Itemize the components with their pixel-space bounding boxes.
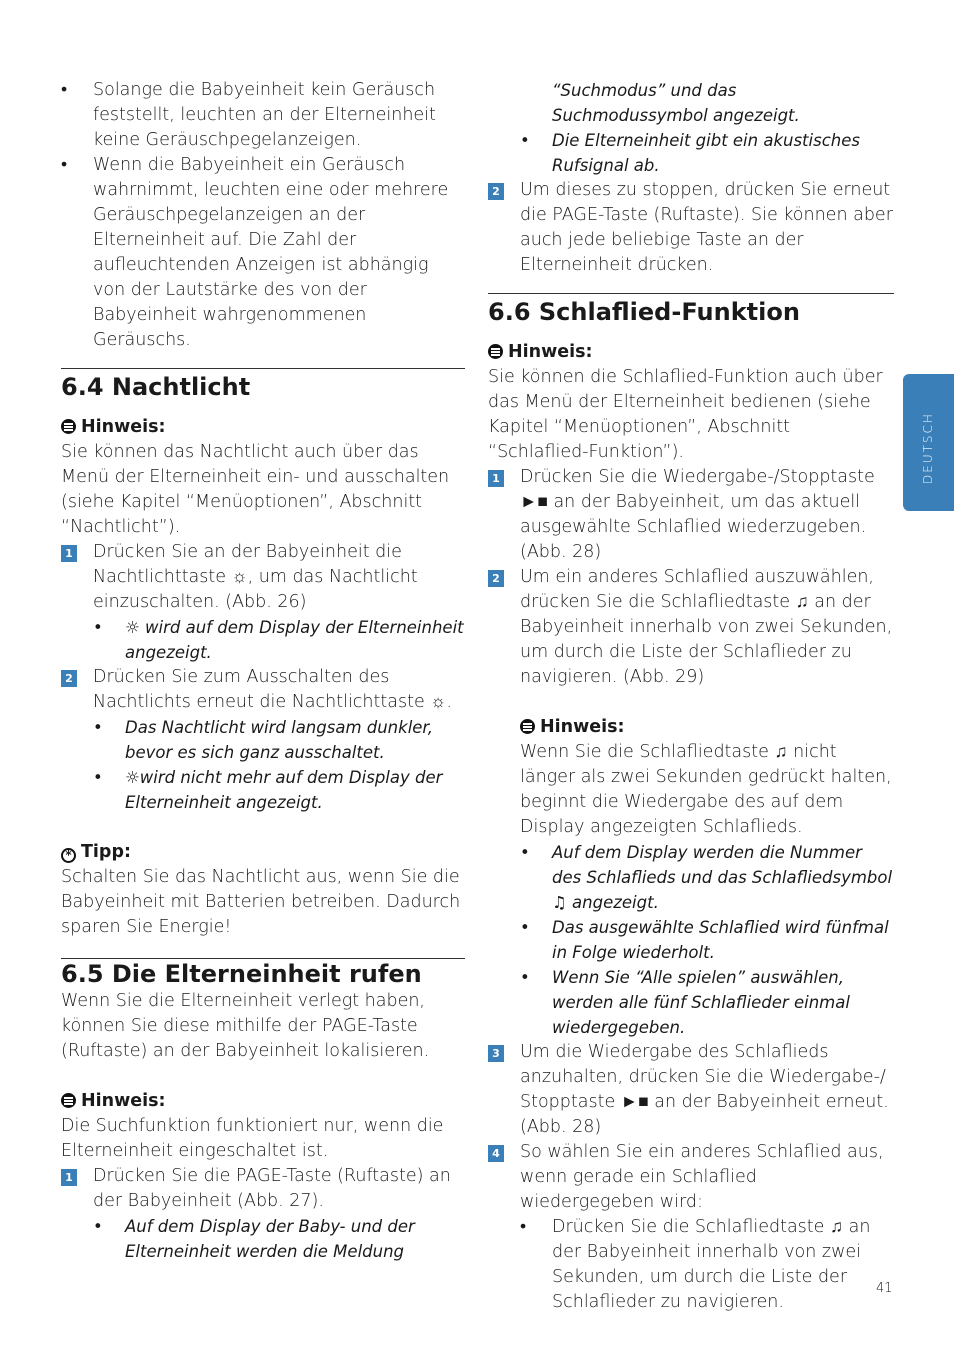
language-tab <box>903 374 954 511</box>
note-heading <box>488 340 894 365</box>
note-label: Hinweis: <box>540 717 625 737</box>
step-bullet: • Das Nachtlicht wird langsam dunkler, bevor es sich ganz ausschaltet. <box>61 715 465 765</box>
note-icon <box>61 1093 76 1108</box>
step-number: 2 <box>488 570 504 587</box>
tip-label: Tipp: <box>81 842 131 862</box>
step-text: Drücken Sie zum Ausschalten des Nachtlichts erneut die Nachtlichttaste ☼. <box>93 667 452 712</box>
step-text: Um dieses zu stoppen, drücken Sie erneut die PAGE-Taste (Ruftaste). Sie können aber auch jede beliebige Taste an der Elterneinheit drücken. <box>520 180 893 275</box>
step-number: 1 <box>61 545 77 562</box>
step-item <box>488 178 894 278</box>
step-number: 3 <box>488 1045 504 1062</box>
step-item <box>488 465 894 565</box>
step-bullet: • Die Elterneinheit gibt ein akustisches Rufsignal ab. <box>488 128 894 178</box>
step-text: Drücken Sie die PAGE-Taste (Ruftaste) an der Babyeinheit (Abb. 27). <box>93 1166 451 1211</box>
tip-icon: * <box>61 848 76 863</box>
step-bullet: • ☼wird nicht mehr auf dem Display der Elterneinheit angezeigt. <box>61 765 465 815</box>
intro-bullet-2: • Wenn die Babyeinheit ein Geräusch wahrnimmt, leuchten eine oder mehrere Geräuschpegelanzeigen an der Elterneinheit auf. Die Zahl der aufleuchtenden Anzeigen ist abhängig von der Lautstärke des von der Babyeinheit wahrgenommenen Geräuschs. <box>61 153 465 353</box>
step-number: 2 <box>61 670 77 687</box>
intro-bullet-1: • Solange die Babyeinheit kein Geräusch feststellt, leuchten an der Elterneinheit keine Geräuschpegelanzeigen. <box>61 78 465 153</box>
note-text: Sie können das Nachtlicht auch über das Menü der Elterneinheit ein- und ausschalten (siehe Kapitel “Menüoptionen”, Abschnitt “Nachtlicht”). <box>61 442 450 537</box>
page-number: 41 <box>876 1281 893 1296</box>
section-6-5-title: 6.5 Die Elterneinheit rufen <box>61 958 465 989</box>
note-label: Hinweis: <box>81 1091 166 1111</box>
left-column <box>61 78 465 1264</box>
step-bullet: • Drücken Sie die Schlafliedtaste ♫ an der Babyeinheit innerhalb von zwei Sekunden, um durch die Liste der Schlaflieder zu navigieren. <box>488 1215 894 1315</box>
language-tab-label: DEUTSCH <box>921 412 935 484</box>
right-column <box>488 78 894 1315</box>
step-item <box>488 1140 894 1215</box>
note-text: Sie können die Schlaflied-Funktion auch über das Menü der Elterneinheit bedienen (siehe Kapitel “Menüoptionen”, Abschnitt “Schlaflied-Funktion”). <box>488 367 883 462</box>
note-label: Hinweis: <box>81 417 166 437</box>
step-item <box>488 1040 894 1140</box>
step-text: Um die Wiedergabe des Schlaflieds anzuhalten, drücken Sie die Wiedergabe-/ Stopptaste ►■ an der Babyeinheit erneut. (Abb. 28) <box>520 1042 889 1137</box>
tip-text: Schalten Sie das Nachtlicht aus, wenn Sie die Babyeinheit mit Batterien betreiben. Dadurch sparen Sie Energie! <box>61 867 461 937</box>
section-6-6-title: 6.6 Schlaflied-Funktion <box>488 293 894 328</box>
step-bullet-continued: “Suchmodus” und das Suchmodussymbol angezeigt. <box>552 81 800 125</box>
step-bullet: • Auf dem Display der Baby- und der Elterneinheit werden die Meldung <box>61 1214 465 1264</box>
step-number: 1 <box>488 470 504 487</box>
step-item <box>61 1164 465 1214</box>
step-number: 2 <box>488 183 504 200</box>
step-item <box>61 665 465 715</box>
step-text: Drücken Sie die Wiedergabe-/Stopptaste ►■ an der Babyeinheit, um das aktuell ausgewählte Schlaflied wiederzugeben. (Abb. 28) <box>520 467 875 562</box>
step-number: 4 <box>488 1145 504 1162</box>
note-heading <box>61 1089 465 1114</box>
tip-heading <box>61 840 465 865</box>
note-text: Wenn Sie die Schlafliedtaste ♫ nicht länger als zwei Sekunden gedrückt halten, beginnt die Wiedergabe des auf dem Display angezeigten Schlaflieds. <box>520 742 892 837</box>
step-text: Um ein anderes Schlaflied auszuwählen, drücken Sie die Schlafliedtaste ♫ an der Babyeinheit innerhalb von zwei Sekunden, um durch die Liste der Schlaflieder zu navigieren. (Abb. 29) <box>520 567 893 687</box>
note-icon <box>61 419 76 434</box>
section-text: Wenn Sie die Elterneinheit verlegt haben, können Sie diese mithilfe der PAGE-Taste (Ruftaste) an der Babyeinheit lokalisieren. <box>61 991 430 1061</box>
step-text: So wählen Sie ein anderes Schlaflied aus, wenn gerade ein Schlaflied wiedergegeben wird: <box>520 1142 884 1212</box>
note-bullet: • Das ausgewählte Schlaflied wird fünfmal in Folge wiederholt. <box>488 915 894 965</box>
note-text: Die Suchfunktion funktioniert nur, wenn die Elterneinheit eingeschaltet ist. <box>61 1116 444 1161</box>
section-6-4-title: 6.4 Nachtlicht <box>61 368 465 403</box>
note-bullet: • Wenn Sie “Alle spielen” auswählen, werden alle fünf Schlaflieder einmal wiedergegeben. <box>488 965 894 1040</box>
note-heading <box>61 415 465 440</box>
note-icon <box>488 344 503 359</box>
note-icon <box>520 719 535 734</box>
note-label: Hinweis: <box>508 342 593 362</box>
step-bullet: • ☼ wird auf dem Display der Elterneinheit angezeigt. <box>61 615 465 665</box>
step-item <box>488 565 894 690</box>
step-text: Drücken Sie an der Babyeinheit die Nachtlichttaste ☼, um das Nachtlicht einzuschalten. (Abb. 26) <box>93 542 418 612</box>
note-bullet: • Auf dem Display werden die Nummer des Schlaflieds und das Schlafliedsymbol ♫ angezeigt. <box>488 840 894 915</box>
step-number: 1 <box>61 1169 77 1186</box>
step-item <box>61 540 465 615</box>
note-heading <box>488 715 894 740</box>
